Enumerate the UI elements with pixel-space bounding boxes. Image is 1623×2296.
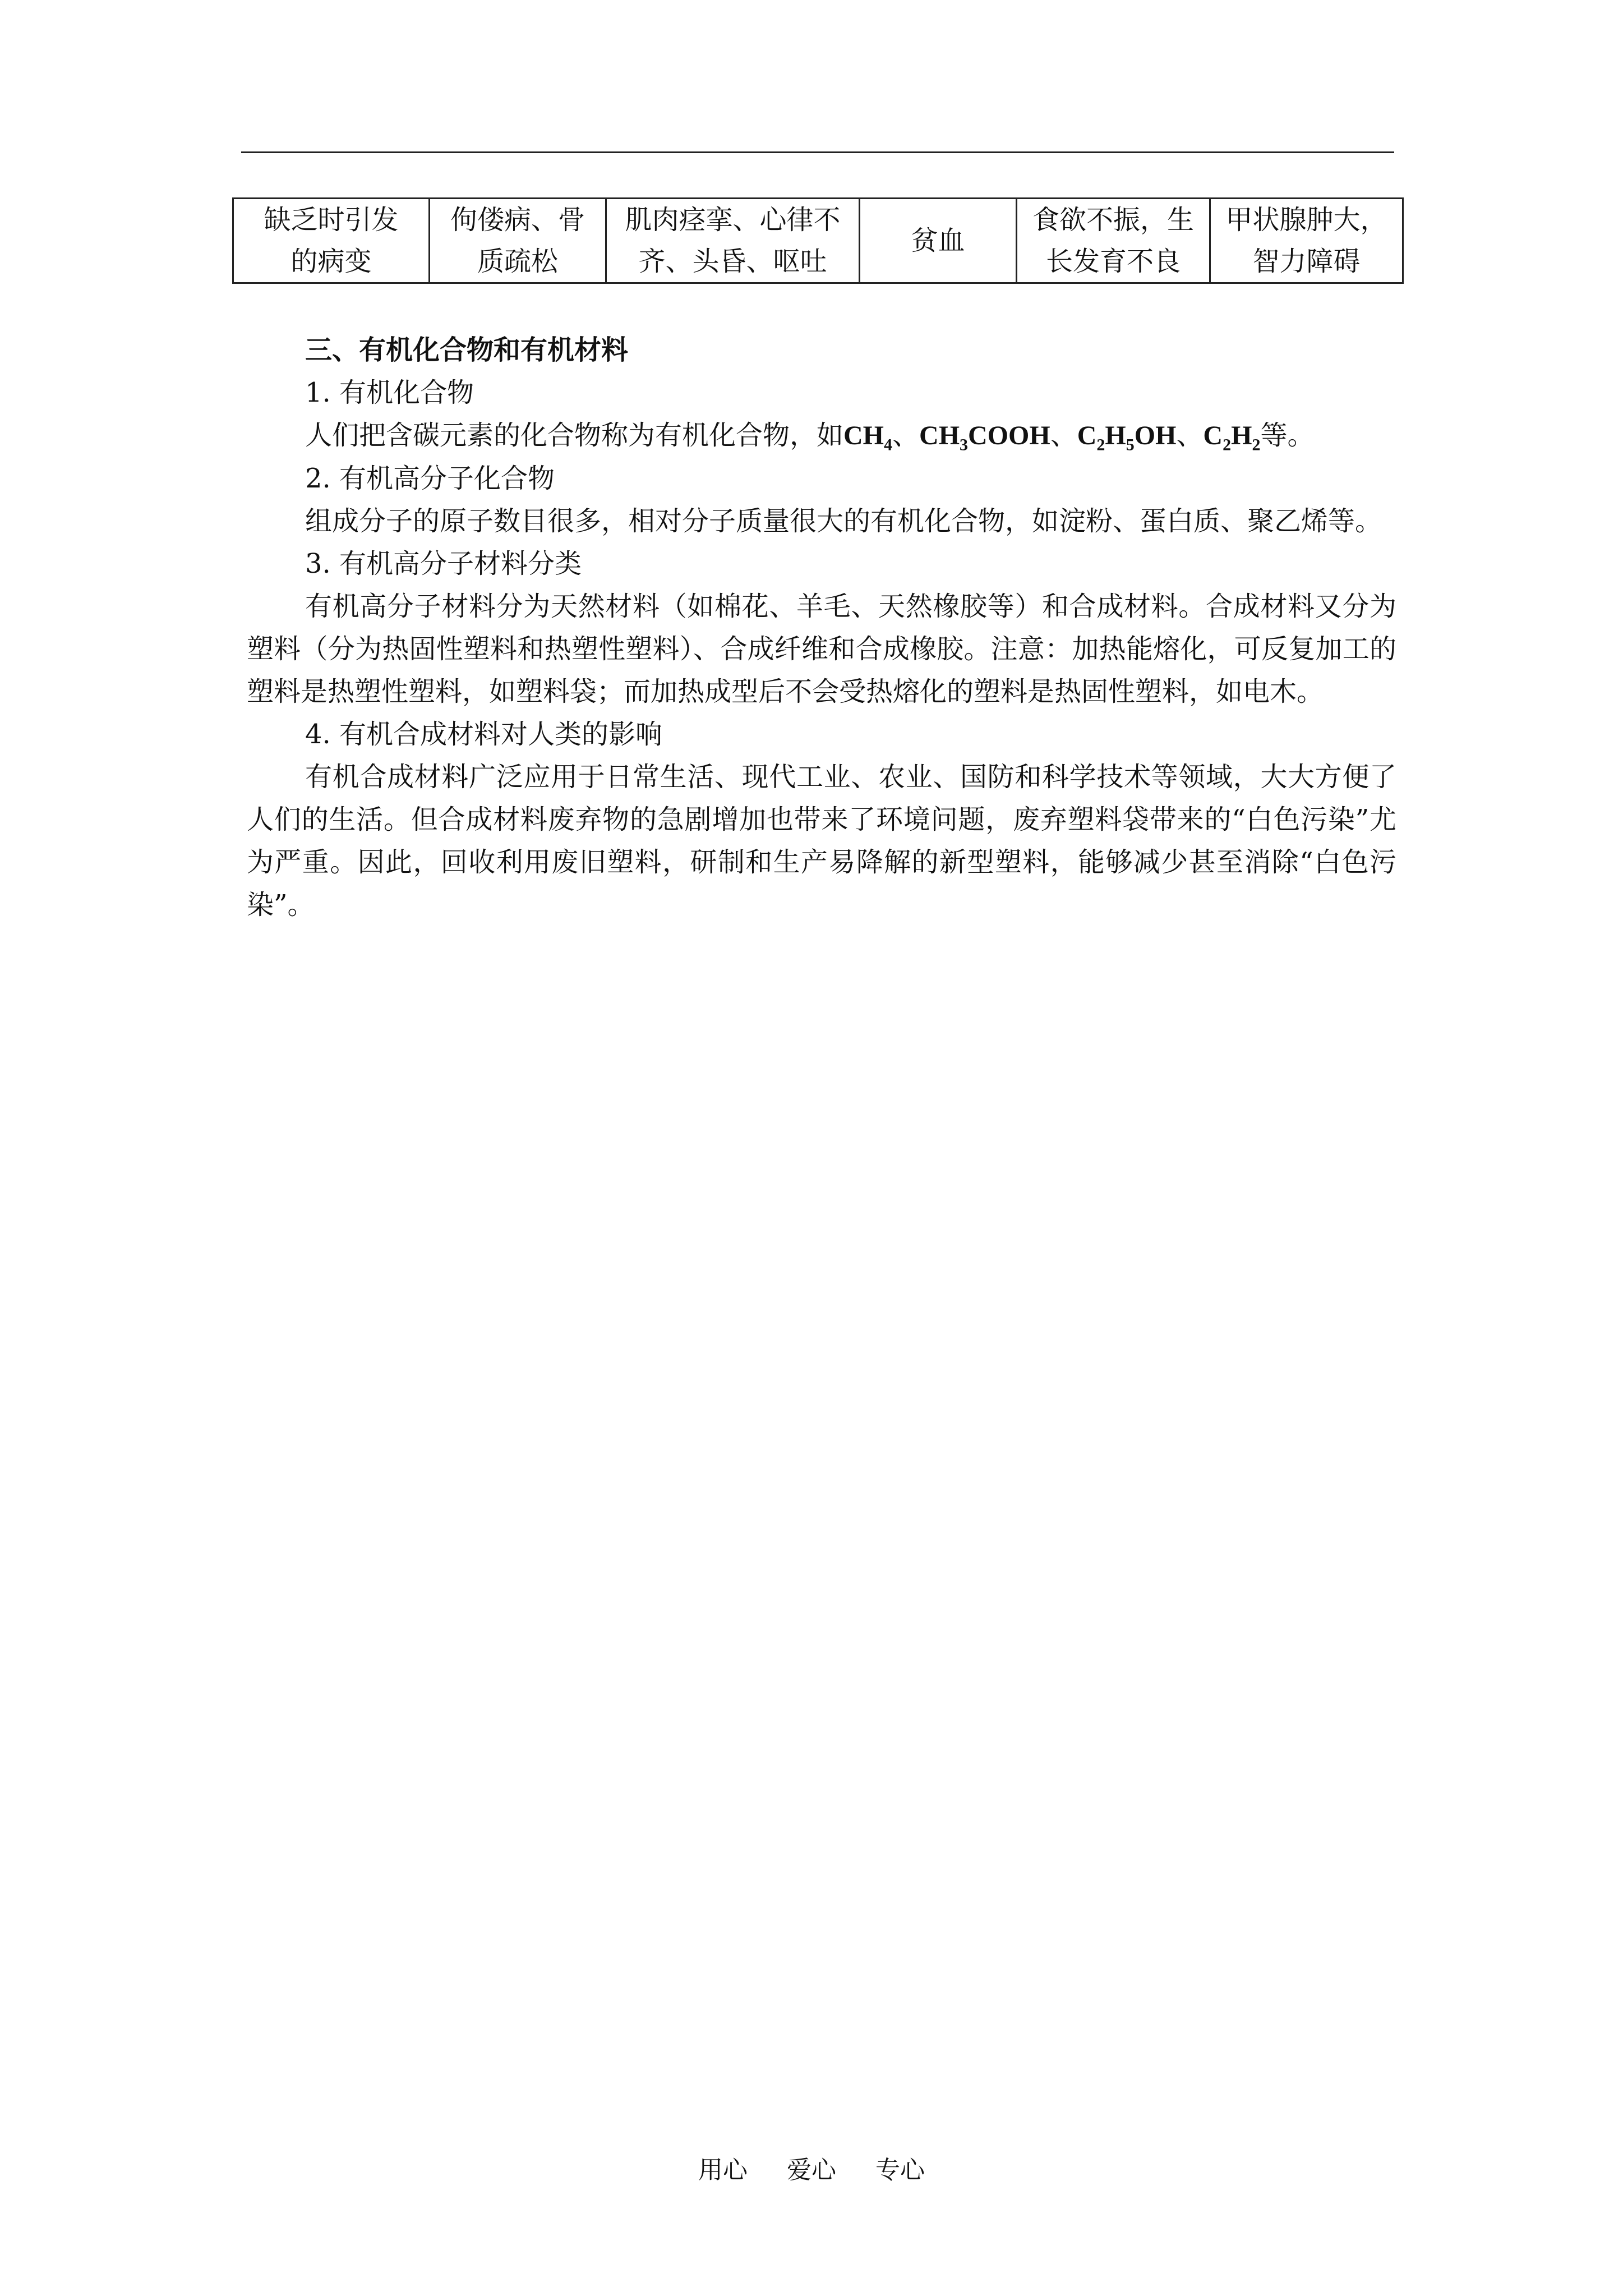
footer-text: 专心 [875, 2156, 925, 2184]
cell-line: 质疏松 [477, 246, 558, 277]
cell-line: 佝偻病、骨 [450, 204, 585, 236]
header-rule [241, 151, 1394, 153]
formula-acetylene [1203, 421, 1261, 454]
cell-line: 食欲不振，生 [1032, 204, 1194, 236]
formula-part: CH [843, 421, 884, 450]
row-header-cell [233, 199, 430, 283]
formula-part: H [1105, 421, 1126, 450]
subheading-impact: 4. 有机合成材料对人类的影响 [305, 719, 663, 750]
formula-subscript: 4 [884, 435, 893, 454]
section-title: 三、有机化合物和有机材料 [305, 334, 629, 366]
paragraph-polymer-compounds: 组成分子的原子数目很多，相对分子质量很大的有机化合物，如淀粉、蛋白质、聚乙烯等。 [305, 505, 1382, 537]
separator: 、 [892, 420, 920, 451]
subheading-polymer-compounds: 2. 有机高分子化合物 [305, 463, 555, 494]
formula-part: COOH [968, 421, 1050, 450]
deficiency-table [232, 197, 1404, 284]
page-footer [0, 2150, 1623, 2185]
table-row [233, 199, 1403, 283]
paragraph-text: 等。 [1260, 420, 1315, 451]
cell-line: 智力障碍 [1252, 246, 1361, 277]
paragraph-impact: 有机合成材料广泛应用于日常生活、现代工业、农业、国防和科学技术等领域，大大方便了人们的生活。但合成材料废弃物的急剧增加也带来了环境问题，废弃塑料袋带来的“白色污染”尤为严重。因此，回收利用废旧塑料，研制和生产易降解的新型塑料，能够减少甚至消除“白色污染”。 [247, 761, 1396, 921]
formula-subscript: 2 [1096, 435, 1105, 454]
formula-acetic-acid [919, 421, 1050, 454]
cell-line: 贫血 [911, 225, 965, 256]
formula-part: C [1203, 421, 1223, 450]
subheading-organic-compounds: 1. 有机化合物 [305, 377, 474, 408]
separator: 、 [1050, 420, 1077, 451]
cell-line: 甲状腺肿大， [1225, 204, 1387, 236]
footer-text: 爱心 [787, 2156, 836, 2184]
formula-part: OH [1134, 421, 1177, 450]
table-cell [1210, 199, 1403, 283]
table-cell [860, 199, 1017, 283]
table-cell [1017, 199, 1210, 283]
paragraph-organic-compounds [247, 414, 1396, 457]
formula-part: H [1231, 421, 1252, 450]
formula-methane [843, 421, 893, 454]
formula-part: CH [919, 421, 960, 450]
cell-line: 齐、头昏、呕吐 [638, 246, 827, 277]
formula-subscript: 5 [1126, 435, 1135, 454]
footer-text: 用心 [698, 2156, 748, 2184]
cell-line: 的病变 [291, 246, 372, 277]
cell-line: 缺乏时引发 [264, 204, 399, 236]
table-cell [430, 199, 606, 283]
formula-ethanol [1077, 421, 1177, 454]
subheading-polymer-classification: 3. 有机高分子材料分类 [305, 548, 582, 579]
table-cell [606, 199, 860, 283]
cell-line: 长发育不良 [1045, 246, 1181, 277]
cell-line: 肌肉痉挛、心律不 [625, 204, 841, 236]
formula-subscript: 3 [960, 435, 969, 454]
separator: 、 [1176, 420, 1204, 451]
paragraph-text: 人们把含碳元素的化合物称为有机化合物，如 [305, 420, 844, 451]
formula-part: C [1077, 421, 1097, 450]
main-content [247, 329, 1396, 926]
paragraph-polymer-classification: 有机高分子材料分为天然材料（如棉花、羊毛、天然橡胶等）和合成材料。合成材料又分为塑料（分为热固性塑料和热塑性塑料）、合成纤维和合成橡胶。注意：加热能熔化，可反复加工的塑料是热塑性塑料，如塑料袋；而加热成型后不会受热熔化的塑料是热固性塑料，如电木。 [247, 591, 1396, 707]
formula-subscript: 2 [1252, 435, 1261, 454]
formula-subscript: 2 [1223, 435, 1232, 454]
